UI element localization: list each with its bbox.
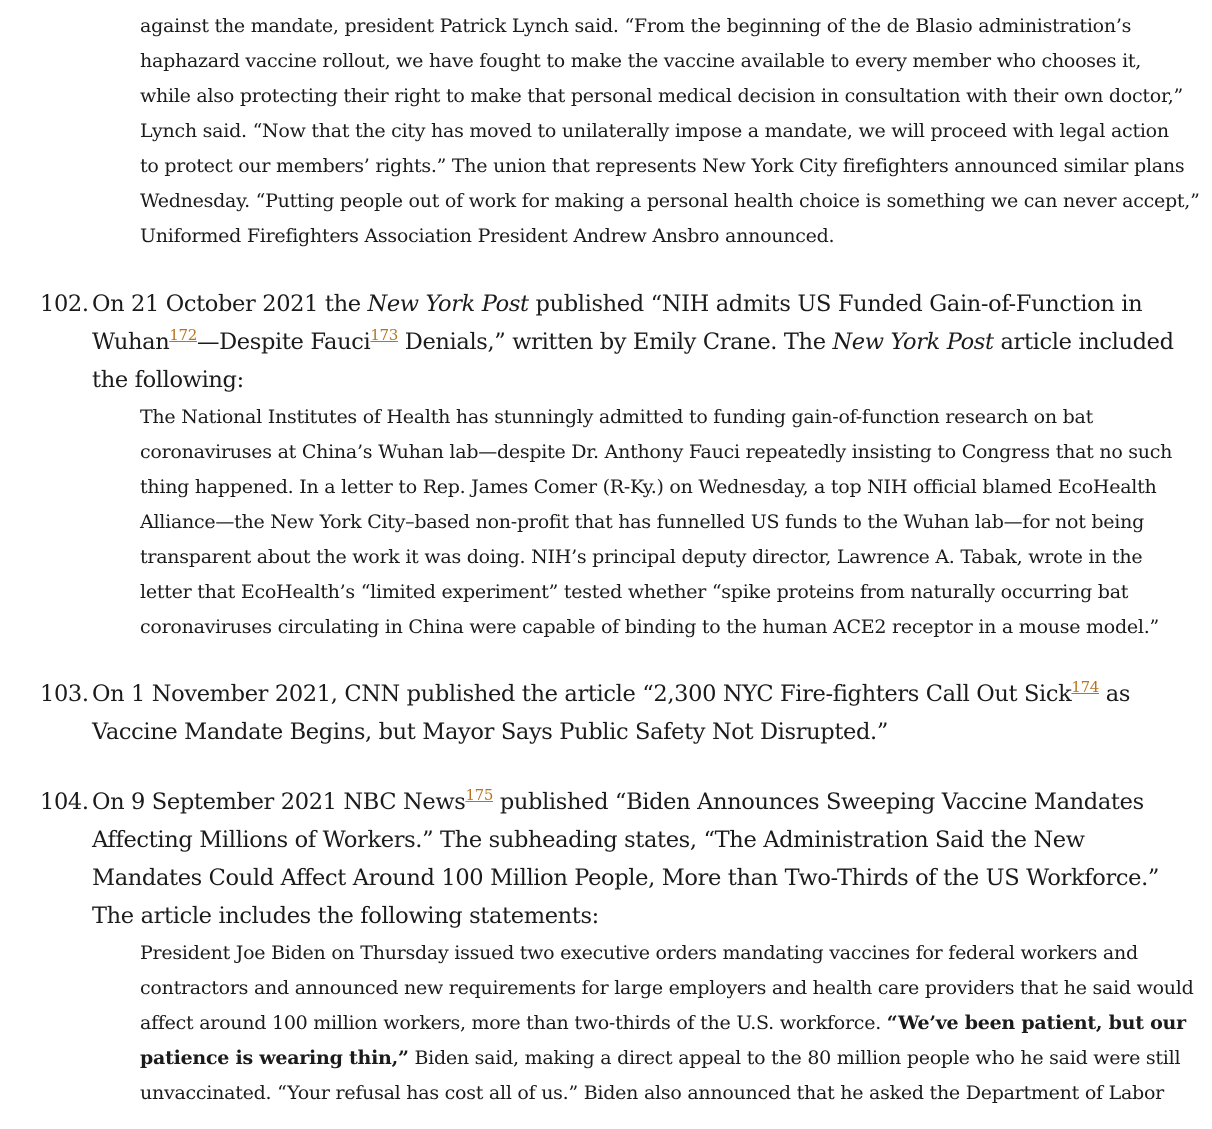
emphasized-quote: “We’ve been patient, but our bbox=[886, 1012, 1186, 1034]
quote-line: transparent about the work it was doing. NIH’s principal deputy director, Lawrence A. Tabak, wrote in the bbox=[140, 546, 1143, 568]
blockquote-biden bbox=[140, 936, 1200, 1111]
publication-name: New York Post bbox=[832, 329, 994, 355]
quote-line: thing happened. In a letter to Rep. James Comer (R-Ky.) on Wednesday, a top NIH official blamed EcoHealth bbox=[140, 476, 1157, 498]
item-line bbox=[92, 675, 1180, 713]
quote-line bbox=[140, 1041, 1200, 1076]
quote-line: unvaccinated. “Your refusal has cost all of us.” Biden also announced that he asked the Department of Labor bbox=[140, 1082, 1164, 1104]
quote-line: letter that EcoHealth’s “limited experiment” tested whether “spike proteins from naturally occurring bat bbox=[140, 581, 1129, 603]
item-line bbox=[92, 285, 1180, 323]
text-run: published “Biden Announces Sweeping Vaccine Mandates bbox=[493, 789, 1144, 815]
text-run: Denials,” written by Emily Crane. The bbox=[397, 329, 833, 355]
quote-line: Wednesday. “Putting people out of work for making a personal health choice is something we can never accept,” bbox=[140, 190, 1200, 212]
emphasized-quote: patience is wearing thin,” bbox=[140, 1047, 409, 1069]
footnote-link-174[interactable]: 174 bbox=[1071, 678, 1099, 696]
text-run: On 9 September 2021 NBC News bbox=[92, 789, 466, 815]
quote-line: Lynch said. “Now that the city has moved to unilaterally impose a mandate, we will proceed with legal action bbox=[140, 120, 1169, 142]
text-run: as bbox=[1099, 681, 1131, 707]
item-line: Mandates Could Affect Around 100 Million People, More than Two-Thirds of the US Workforce.” bbox=[92, 865, 1160, 891]
text-run: published “NIH admits US Funded Gain-of-Function in bbox=[528, 291, 1143, 317]
item-line: The article includes the following statements: bbox=[92, 903, 599, 929]
text-run: affect around 100 million workers, more than two-thirds of the U.S. workforce. bbox=[140, 1012, 887, 1034]
list-item-102 bbox=[40, 285, 1180, 399]
quote-line: to protect our members’ rights.” The union that represents New York City firefighters announced similar plans bbox=[140, 155, 1185, 177]
item-number: 104. bbox=[40, 789, 89, 815]
item-body bbox=[92, 783, 1180, 935]
text-run: On 21 October 2021 the bbox=[92, 291, 368, 317]
quote-line: coronaviruses at China’s Wuhan lab—despite Dr. Anthony Fauci repeatedly insisting to Congress that no such bbox=[140, 441, 1173, 463]
blockquote-lynch bbox=[140, 9, 1200, 254]
item-line: Vaccine Mandate Begins, but Mayor Says Public Safety Not Disrupted.” bbox=[92, 719, 888, 745]
quote-line: Uniformed Firefighters Association President Andrew Ansbro announced. bbox=[140, 225, 835, 247]
blockquote-nih bbox=[140, 400, 1200, 645]
quote-line: Alliance—the New York City–based non-profit that has funnelled US funds to the Wuhan lab—for not being bbox=[140, 511, 1145, 533]
publication-name: New York Post bbox=[367, 291, 529, 317]
footnote-link-172[interactable]: 172 bbox=[169, 326, 197, 344]
quote-line: while also protecting their right to make that personal medical decision in consultation with their own doctor,” bbox=[140, 85, 1183, 107]
quote-line: coronaviruses circulating in China were capable of binding to the human ACE2 receptor in a mouse model.” bbox=[140, 616, 1159, 638]
list-item-104 bbox=[40, 783, 1180, 935]
item-line: the following: bbox=[92, 367, 244, 393]
list-item-103 bbox=[40, 675, 1180, 751]
item-body bbox=[92, 675, 1180, 751]
item-line bbox=[92, 783, 1180, 821]
quote-line: haphazard vaccine rollout, we have fought to make the vaccine available to every member who chooses it, bbox=[140, 50, 1142, 72]
quote-line: against the mandate, president Patrick Lynch said. “From the beginning of the de Blasio administration’s bbox=[140, 15, 1132, 37]
quote-line: contractors and announced new requirements for large employers and health care providers that he said would bbox=[140, 977, 1194, 999]
quote-line bbox=[140, 1006, 1200, 1041]
item-line bbox=[92, 323, 1180, 361]
item-body bbox=[92, 285, 1180, 399]
quote-line: President Joe Biden on Thursday issued two executive orders mandating vaccines for federal workers and bbox=[140, 942, 1138, 964]
footnote-link-175[interactable]: 175 bbox=[465, 786, 494, 804]
footnote-link-173[interactable]: 173 bbox=[370, 326, 398, 344]
text-run: —Despite Fauci bbox=[196, 329, 371, 355]
item-line: Affecting Millions of Workers.” The subheading states, “The Administration Said the New bbox=[92, 827, 1085, 853]
text-run: On 1 November 2021, CNN published the article “2,300 NYC Fire-fighters Call Out Sick bbox=[92, 681, 1072, 707]
text-run: Biden said, making a direct appeal to the 80 million people who he said were still bbox=[408, 1047, 1181, 1069]
item-number: 103. bbox=[40, 681, 89, 707]
item-number: 102. bbox=[40, 291, 89, 317]
quote-line: The National Institutes of Health has stunningly admitted to funding gain-of-function research on bat bbox=[140, 406, 1093, 428]
text-run: article included bbox=[993, 329, 1174, 355]
text-run: Wuhan bbox=[92, 329, 170, 355]
